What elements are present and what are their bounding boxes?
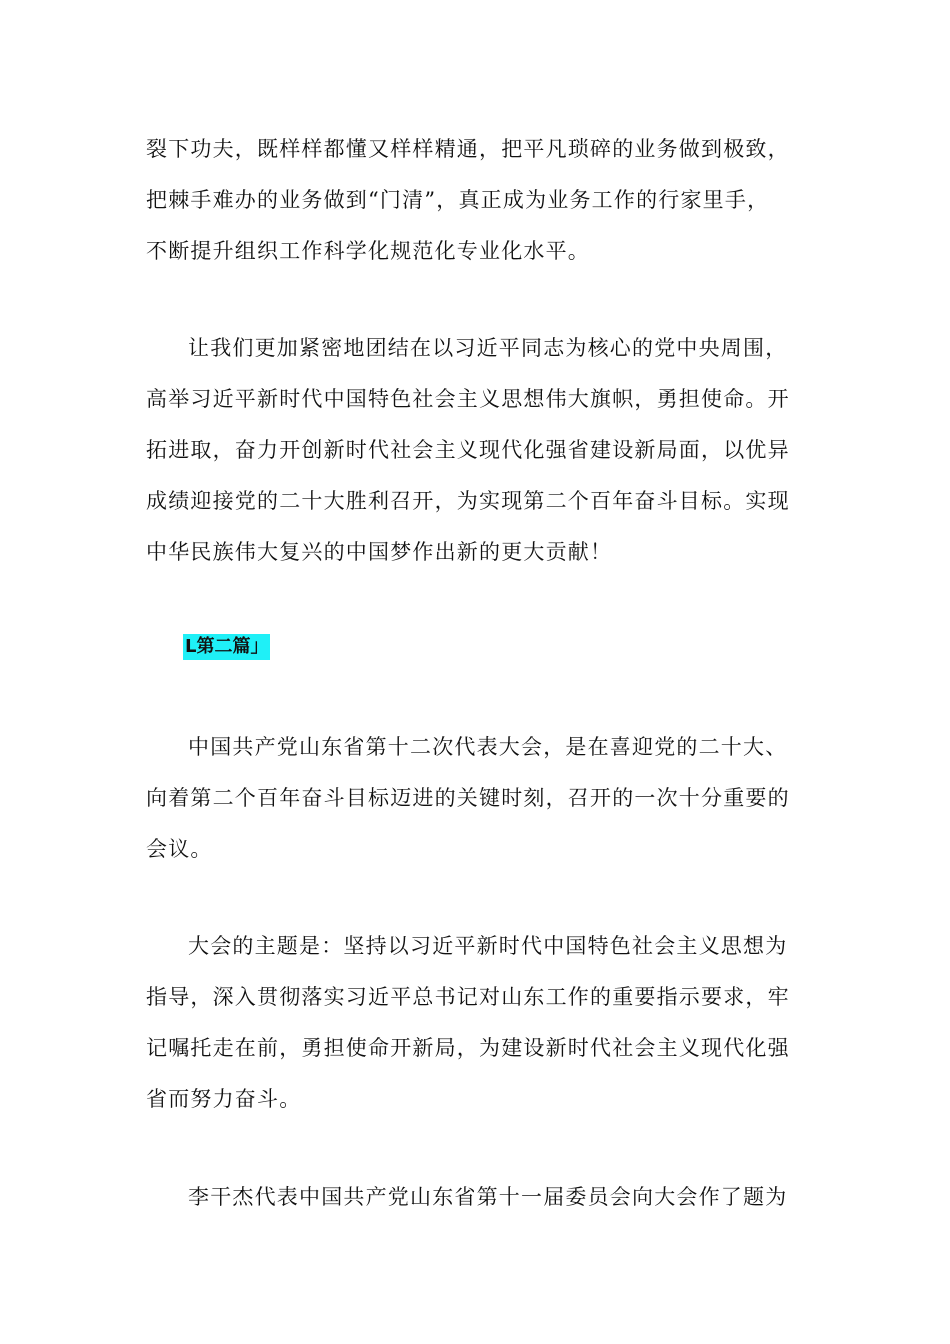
text-line: 省而努力奋斗。 <box>146 1087 302 1111</box>
text-line: 成绩迎接党的二十大胜利召开，为实现第二个百年奋斗目标。实现 <box>146 489 790 513</box>
paragraph-intro <box>146 722 808 875</box>
paragraph-report <box>146 1172 808 1223</box>
text-line: 中华民族伟大复兴的中国梦作出新的更大贡献！ <box>146 540 613 564</box>
text-line: 高举习近平新时代中国特色社会主义思想伟大旗帜，勇担使命。开 <box>146 387 790 411</box>
text-line: 把棘手难办的业务做到“门清”，真正成为业务工作的行家里手， <box>146 188 770 212</box>
paragraph-continuation <box>146 124 808 277</box>
text-line: 会议。 <box>146 837 213 861</box>
text-line: 大会的主题是：坚持以习近平新时代中国特色社会主义思想为 <box>188 934 788 958</box>
text-line: 李干杰代表中国共产党山东省第十一届委员会向大会作了题为 <box>188 1185 788 1209</box>
section-heading: L第二篇」 <box>183 634 270 660</box>
text-line: 中国共产党山东省第十二次代表大会，是在喜迎党的二十大、 <box>188 735 788 759</box>
paragraph-closing <box>146 323 808 578</box>
paragraph-theme <box>146 921 808 1125</box>
text-line: 指导，深入贯彻落实习近平总书记对山东工作的重要指示要求，牢 <box>146 985 790 1009</box>
text-line: 向着第二个百年奋斗目标迈进的关键时刻，召开的一次十分重要的 <box>146 786 790 810</box>
text-line: 拓进取，奋力开创新时代社会主义现代化强省建设新局面，以优异 <box>146 438 790 462</box>
text-line: 裂下功夫，既样样都懂又样样精通，把平凡琐碎的业务做到极致， <box>146 137 790 161</box>
text-line: 记嘱托走在前，勇担使命开新局，为建设新时代社会主义现代化强 <box>146 1036 790 1060</box>
text-line: 不断提升组织工作科学化规范化专业化水平。 <box>146 239 590 263</box>
text-line: 让我们更加紧密地团结在以习近平同志为核心的党中央周围， <box>188 336 788 360</box>
